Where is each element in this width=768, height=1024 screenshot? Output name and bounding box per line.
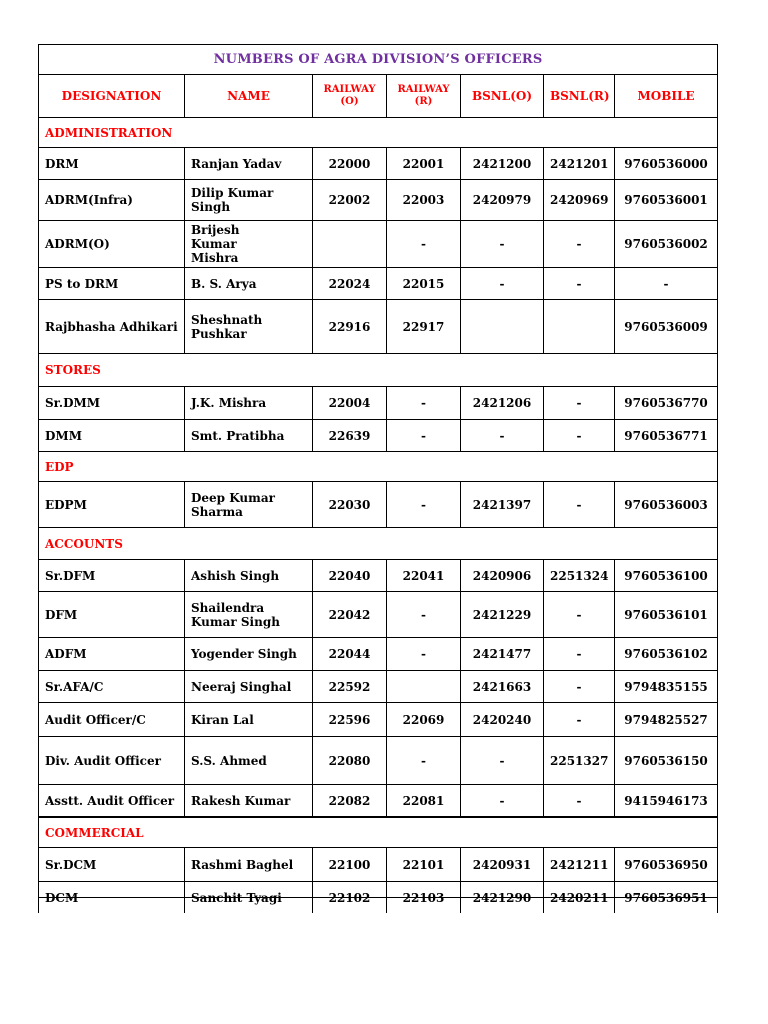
cell-railway-r: 22081 [387, 785, 461, 818]
cell-railway-o: 22030 [313, 482, 387, 528]
cell-name: Kiran Lal [185, 703, 313, 737]
cell-bsnl-o: 2420931 [461, 848, 544, 882]
cell-mobile: 9760536771 [615, 420, 718, 452]
cell-name: Ashish Singh [185, 560, 313, 592]
header-railway-o [313, 75, 387, 118]
section-row [39, 118, 718, 148]
cell-bsnl-r: - [544, 671, 615, 703]
table-row [39, 703, 718, 737]
cell-name: B. S. Arya [185, 268, 313, 300]
cell-designation: Sr.DCM [39, 848, 185, 882]
cell-railway-r: 22041 [387, 560, 461, 592]
cell-bsnl-r: 2421211 [544, 848, 615, 882]
cell-bsnl-r: - [544, 482, 615, 528]
cell-bsnl-r: - [544, 592, 615, 638]
cell-name: Sanchit Tyagi [185, 882, 313, 914]
table-row [39, 592, 718, 638]
header-name: NAME [185, 75, 313, 118]
cell-mobile: 9760536000 [615, 148, 718, 180]
cell-bsnl-o: 2421477 [461, 638, 544, 671]
cell-name: Rashmi Baghel [185, 848, 313, 882]
cell-mobile: 9760536003 [615, 482, 718, 528]
table-row [39, 268, 718, 300]
cell-railway-r: 22917 [387, 300, 461, 354]
section-label: STORES [39, 354, 718, 387]
cell-railway-r: 22103 [387, 882, 461, 914]
cell-bsnl-o: 2420240 [461, 703, 544, 737]
cell-bsnl-r: - [544, 268, 615, 300]
cell-railway-o: 22042 [313, 592, 387, 638]
cell-name: Neeraj Singhal [185, 671, 313, 703]
cell-bsnl-r: - [544, 221, 615, 268]
section-row [39, 817, 718, 848]
header-railway-r [387, 75, 461, 118]
cell-railway-o: 22100 [313, 848, 387, 882]
cell-railway-r: - [387, 387, 461, 420]
cell-railway-o: 22916 [313, 300, 387, 354]
cell-bsnl-r: 2251324 [544, 560, 615, 592]
cell-designation: Rajbhasha Adhikari [39, 300, 185, 354]
cell-railway-o: 22004 [313, 387, 387, 420]
table-row [39, 387, 718, 420]
cell-name: Smt. Pratibha [185, 420, 313, 452]
cell-bsnl-r: - [544, 387, 615, 420]
header-bsnl-r: BSNL(R) [544, 75, 615, 118]
cell-railway-r: - [387, 221, 461, 268]
section-label: COMMERCIAL [39, 817, 718, 848]
header-bsnl-o: BSNL(O) [461, 75, 544, 118]
cell-designation: ADRM(Infra) [39, 180, 185, 221]
cell-name: Brijesh Kumar Mishra [185, 221, 313, 268]
cell-railway-r: - [387, 420, 461, 452]
cell-bsnl-o: 2420906 [461, 560, 544, 592]
table-row [39, 221, 718, 268]
section-label: ADMINISTRATION [39, 118, 718, 148]
cell-designation: Div. Audit Officer [39, 737, 185, 785]
cell-railway-r: 22069 [387, 703, 461, 737]
cell-bsnl-r: 2420969 [544, 180, 615, 221]
cell-bsnl-o: - [461, 785, 544, 818]
cell-railway-r: - [387, 737, 461, 785]
cell-designation: ADFM [39, 638, 185, 671]
cell-bsnl-r: - [544, 420, 615, 452]
cell-bsnl-o: 2421397 [461, 482, 544, 528]
cell-name: S.S. Ahmed [185, 737, 313, 785]
cell-designation: DRM [39, 148, 185, 180]
cell-railway-r: - [387, 592, 461, 638]
table-row [39, 848, 718, 882]
cell-mobile: 9760536001 [615, 180, 718, 221]
cell-railway-o: 22639 [313, 420, 387, 452]
section-row [39, 354, 718, 387]
cell-designation: DMM [39, 420, 185, 452]
cell-designation: Sr.AFA/C [39, 671, 185, 703]
section-label: EDP [39, 452, 718, 482]
cell-designation: Sr.DFM [39, 560, 185, 592]
cell-railway-o: 22040 [313, 560, 387, 592]
cell-designation: PS to DRM [39, 268, 185, 300]
table-row [39, 785, 718, 818]
table-row [39, 482, 718, 528]
header-row [39, 75, 718, 118]
cell-railway-o: 22596 [313, 703, 387, 737]
cell-railway-r: 22101 [387, 848, 461, 882]
cell-bsnl-r: 2421201 [544, 148, 615, 180]
cell-name: Ranjan Yadav [185, 148, 313, 180]
cell-railway-o: 22102 [313, 882, 387, 914]
cell-bsnl-r: - [544, 638, 615, 671]
cell-railway-r [387, 671, 461, 703]
cell-bsnl-o: 2421206 [461, 387, 544, 420]
cell-name: Deep Kumar Sharma [185, 482, 313, 528]
table-row [39, 148, 718, 180]
section-label: ACCOUNTS [39, 528, 718, 560]
cell-name: Sheshnath Pushkar [185, 300, 313, 354]
cell-bsnl-o: 2421229 [461, 592, 544, 638]
cell-designation: EDPM [39, 482, 185, 528]
cell-designation: Sr.DMM [39, 387, 185, 420]
cell-mobile: - [615, 268, 718, 300]
table-row [39, 737, 718, 785]
header-designation: DESIGNATION [39, 75, 185, 118]
cell-railway-r: - [387, 482, 461, 528]
table-row [39, 638, 718, 671]
table-title-row [39, 45, 718, 75]
table-row [39, 300, 718, 354]
cell-bsnl-o [461, 300, 544, 354]
cell-bsnl-r: 2420211 [544, 882, 615, 914]
cell-railway-r: 22001 [387, 148, 461, 180]
cell-bsnl-r [544, 300, 615, 354]
cell-name: J.K. Mishra [185, 387, 313, 420]
cell-bsnl-r: - [544, 703, 615, 737]
cell-railway-r: - [387, 638, 461, 671]
page-title: NUMBERS OF AGRA DIVISION’S OFFICERS [39, 45, 718, 75]
header-railway-r-line2: (R) [414, 96, 433, 107]
table-row [39, 420, 718, 452]
cell-mobile: 9760536150 [615, 737, 718, 785]
cell-designation: DFM [39, 592, 185, 638]
cell-name: Yogender Singh [185, 638, 313, 671]
cell-bsnl-o: - [461, 268, 544, 300]
cell-mobile: 9415946173 [615, 785, 718, 818]
cell-bsnl-r: 2251327 [544, 737, 615, 785]
cell-railway-o: 22592 [313, 671, 387, 703]
cell-railway-o: 22044 [313, 638, 387, 671]
cell-mobile: 9794825527 [615, 703, 718, 737]
cell-railway-o [313, 221, 387, 268]
cell-name: Dilip Kumar Singh [185, 180, 313, 221]
cell-mobile: 9760536770 [615, 387, 718, 420]
cell-mobile: 9760536101 [615, 592, 718, 638]
officers-table [38, 44, 718, 913]
cell-mobile: 9794835155 [615, 671, 718, 703]
table-row [39, 180, 718, 221]
officers-directory-sheet [38, 44, 717, 913]
cell-mobile: 9760536951 [615, 882, 718, 914]
cell-bsnl-o: - [461, 221, 544, 268]
table-row [39, 560, 718, 592]
cell-bsnl-o: 2421290 [461, 882, 544, 914]
header-railway-r-line1: RAILWAY [397, 84, 450, 95]
cell-bsnl-o: 2421200 [461, 148, 544, 180]
cell-mobile: 9760536102 [615, 638, 718, 671]
section-row [39, 528, 718, 560]
cell-mobile: 9760536950 [615, 848, 718, 882]
cell-railway-o: 22000 [313, 148, 387, 180]
header-mobile: MOBILE [615, 75, 718, 118]
cell-name: Shailendra Kumar Singh [185, 592, 313, 638]
cell-mobile: 9760536100 [615, 560, 718, 592]
table-row [39, 671, 718, 703]
cell-railway-o: 22080 [313, 737, 387, 785]
cell-railway-r: 22015 [387, 268, 461, 300]
cell-railway-o: 22024 [313, 268, 387, 300]
cell-bsnl-o: 2421663 [461, 671, 544, 703]
cell-railway-o: 22002 [313, 180, 387, 221]
header-railway-o-line1: RAILWAY [323, 84, 376, 95]
cell-designation: Audit Officer/C [39, 703, 185, 737]
cell-name: Rakesh Kumar [185, 785, 313, 818]
header-railway-o-line2: (O) [340, 96, 359, 107]
cell-railway-r: 22003 [387, 180, 461, 221]
section-row [39, 452, 718, 482]
cell-designation: Asstt. Audit Officer [39, 785, 185, 818]
cell-designation: ADRM(O) [39, 221, 185, 268]
cell-mobile: 9760536002 [615, 221, 718, 268]
cell-bsnl-r: - [544, 785, 615, 818]
cell-mobile: 9760536009 [615, 300, 718, 354]
cell-bsnl-o: - [461, 737, 544, 785]
cell-designation: DCM [39, 882, 185, 914]
cell-bsnl-o: - [461, 420, 544, 452]
bottom-rule [38, 897, 717, 898]
cell-railway-o: 22082 [313, 785, 387, 818]
cell-bsnl-o: 2420979 [461, 180, 544, 221]
